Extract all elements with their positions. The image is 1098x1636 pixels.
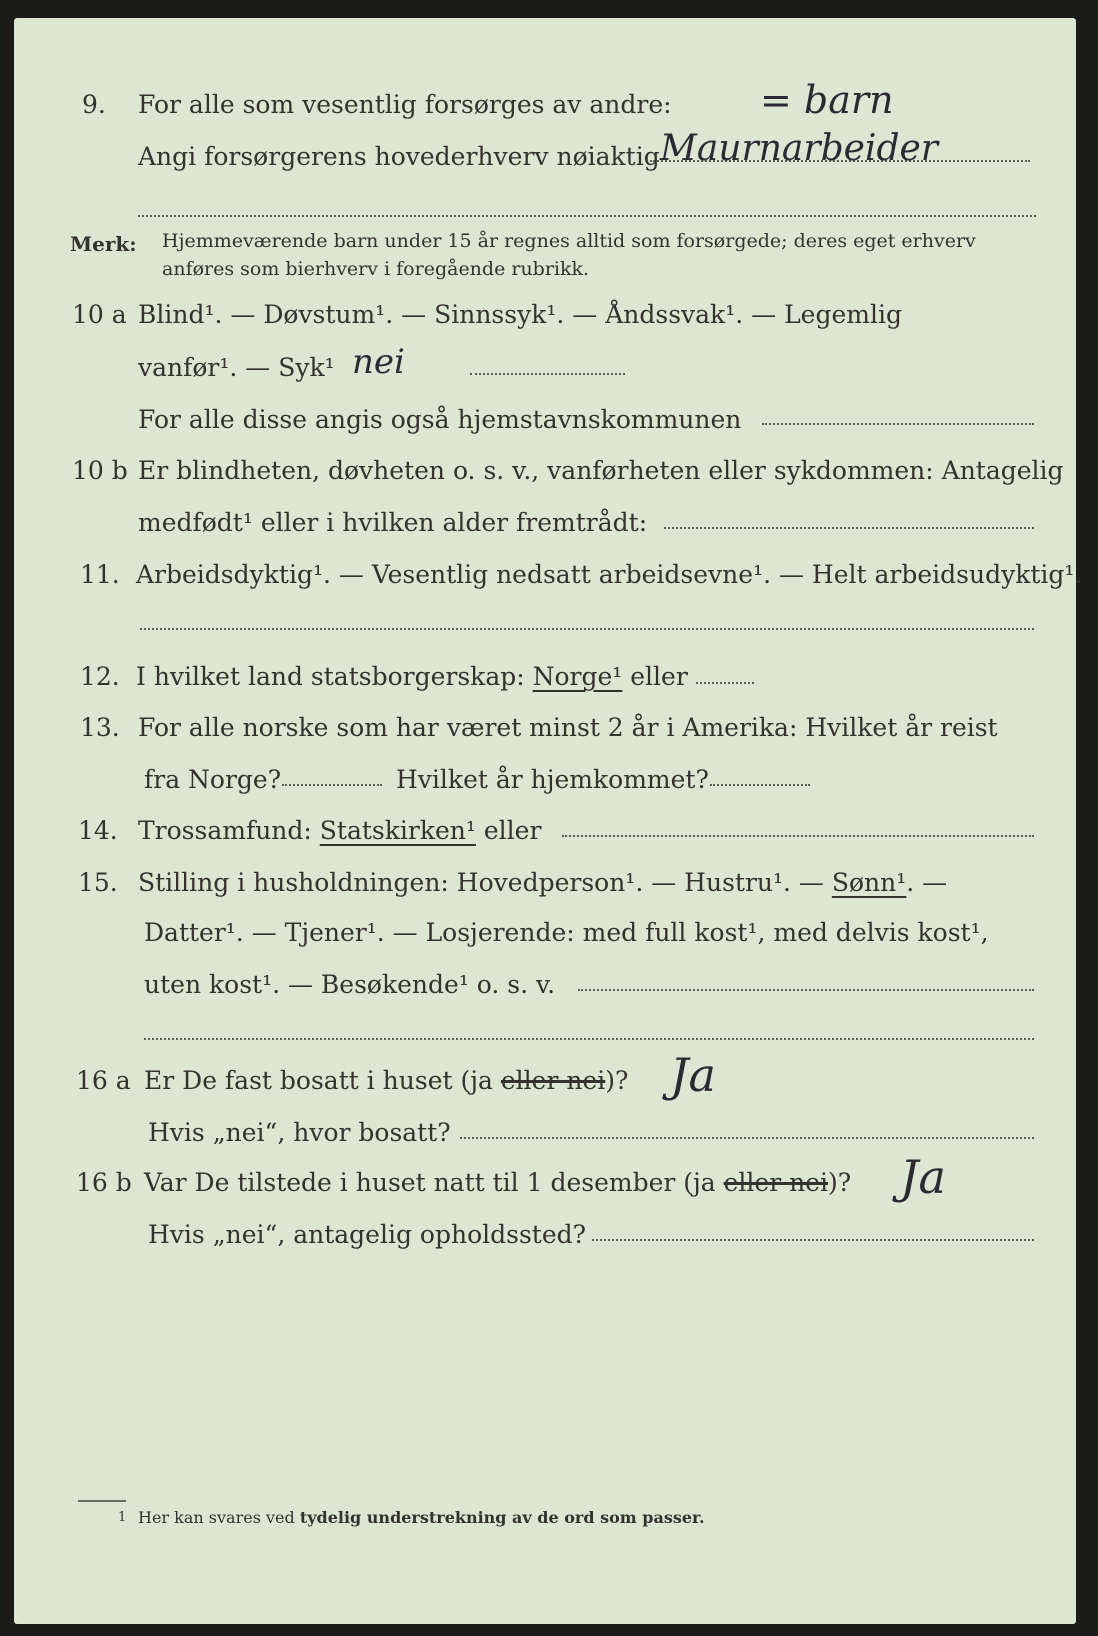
q12-prefix: I hvilket land statsborgerskap: bbox=[136, 662, 525, 691]
q12-suffix: eller bbox=[630, 662, 688, 691]
q15-line1 bbox=[138, 868, 947, 897]
q10a-line1: Blind¹. — Døvstum¹. — Sinnssyk¹. — Åndssvak¹. — Legemlig bbox=[138, 300, 902, 329]
merk-line1: Hjemmeværende barn under 15 år regnes alltid som forsørgede; deres eget erhverv bbox=[162, 230, 976, 252]
q10a-handwriting: nei bbox=[352, 342, 405, 382]
q16b-text bbox=[144, 1168, 851, 1197]
q16b-prefix: Var De tilstede i huset natt til 1 desember (ja bbox=[144, 1168, 716, 1197]
q14-text bbox=[138, 816, 541, 845]
q13-line1: For alle norske som har været minst 2 år i Amerika: Hvilket år reist bbox=[138, 713, 998, 742]
q9-line2: Angi forsørgerens hovederhverv nøiaktig bbox=[138, 142, 660, 171]
q11-number: 11. bbox=[80, 560, 120, 589]
footnote-mark: 1 bbox=[118, 1510, 127, 1525]
q16b-struck-option: eller nei bbox=[723, 1168, 829, 1197]
q11-fill-line bbox=[140, 628, 1034, 630]
q10a-number: 10 a bbox=[72, 300, 127, 329]
q16b-line2: Hvis „nei“, antagelig opholdssted? bbox=[148, 1220, 587, 1249]
q9-fill-line-2 bbox=[138, 215, 1036, 217]
q12-underlined-answer: Norge¹ bbox=[532, 662, 623, 691]
q15-line1-prefix: Stilling i husholdningen: Hovedperson¹. — Hustru¹. — bbox=[138, 868, 824, 897]
q10a-line3: For alle disse angis også hjemstavnskommunen bbox=[138, 405, 742, 434]
merk-line2: anføres som bierhverv i foregående rubrikk. bbox=[162, 258, 590, 280]
q16b-number: 16 b bbox=[76, 1168, 132, 1197]
footnote-bold: tydelig understrekning av de ord som passer. bbox=[299, 1508, 705, 1527]
q16a-struck-option: eller nei bbox=[500, 1066, 606, 1095]
q15-underlined-answer: Sønn¹ bbox=[831, 868, 907, 897]
q13-line2b: Hvilket år hjemkommet? bbox=[396, 765, 709, 794]
q15-fill-line-2 bbox=[144, 1038, 1034, 1040]
q10a-fill-line-2 bbox=[762, 423, 1034, 425]
q15-line3: uten kost¹. — Besøkende¹ o. s. v. bbox=[144, 970, 556, 999]
q10a-fill-line bbox=[470, 373, 625, 375]
q9-handwriting-2: Maurnarbeider bbox=[660, 128, 938, 169]
footnote-prefix: Her kan svares ved bbox=[138, 1508, 295, 1527]
q15-number: 15. bbox=[78, 868, 118, 897]
q16a-text bbox=[144, 1066, 628, 1095]
q16b-fill-line bbox=[592, 1239, 1034, 1241]
merk-label: Merk: bbox=[70, 232, 137, 256]
q16a-line2: Hvis „nei“, hvor bosatt? bbox=[148, 1118, 451, 1147]
footnote-rule bbox=[78, 1500, 126, 1502]
q9-number: 9. bbox=[82, 90, 106, 119]
q10b-line1: Er blindheten, døvheten o. s. v., vanførheten eller sykdommen: Antagelig bbox=[138, 456, 1064, 485]
q14-number: 14. bbox=[78, 816, 118, 845]
q15-fill-line bbox=[578, 989, 1034, 991]
q13-number: 13. bbox=[80, 713, 120, 742]
q11-line1: Arbeidsdyktig¹. — Vesentlig nedsatt arbeidsevne¹. — Helt arbeidsudyktig¹. bbox=[136, 560, 1083, 589]
q9-line1: For alle som vesentlig forsørges av andre: bbox=[138, 90, 672, 119]
q16b-suffix: )? bbox=[828, 1168, 852, 1197]
q12-fill-line bbox=[696, 682, 754, 684]
q13-fill-line-b bbox=[710, 784, 810, 786]
q16a-handwriting: Ja bbox=[670, 1048, 716, 1102]
q9-handwriting-1: = barn bbox=[760, 78, 894, 122]
q15-line2: Datter¹. — Tjener¹. — Losjerende: med full kost¹, med delvis kost¹, bbox=[144, 918, 989, 947]
q13-fill-line-a bbox=[282, 784, 382, 786]
q12-text bbox=[136, 662, 688, 691]
q14-suffix: eller bbox=[483, 816, 542, 845]
q10b-line2: medfødt¹ eller i hvilken alder fremtrådt: bbox=[138, 508, 648, 537]
q16a-prefix: Er De fast bosatt i huset (ja bbox=[144, 1066, 493, 1095]
q16b-handwriting: Ja bbox=[900, 1150, 946, 1204]
q10a-line2: vanfør¹. — Syk¹ bbox=[138, 353, 335, 382]
footnote-text bbox=[138, 1508, 705, 1527]
q14-underlined-answer: Statskirken¹ bbox=[319, 816, 476, 845]
q10b-fill-line bbox=[664, 527, 1034, 529]
q12-number: 12. bbox=[80, 662, 120, 691]
q16a-fill-line bbox=[460, 1137, 1034, 1139]
q16a-number: 16 a bbox=[76, 1066, 131, 1095]
q14-fill-line bbox=[562, 835, 1034, 837]
q13-line2a: fra Norge? bbox=[144, 765, 282, 794]
q14-prefix: Trossamfund: bbox=[138, 816, 312, 845]
q15-line1-suffix: . — bbox=[906, 868, 948, 897]
q10b-number: 10 b bbox=[72, 456, 128, 485]
q16a-suffix: )? bbox=[605, 1066, 629, 1095]
